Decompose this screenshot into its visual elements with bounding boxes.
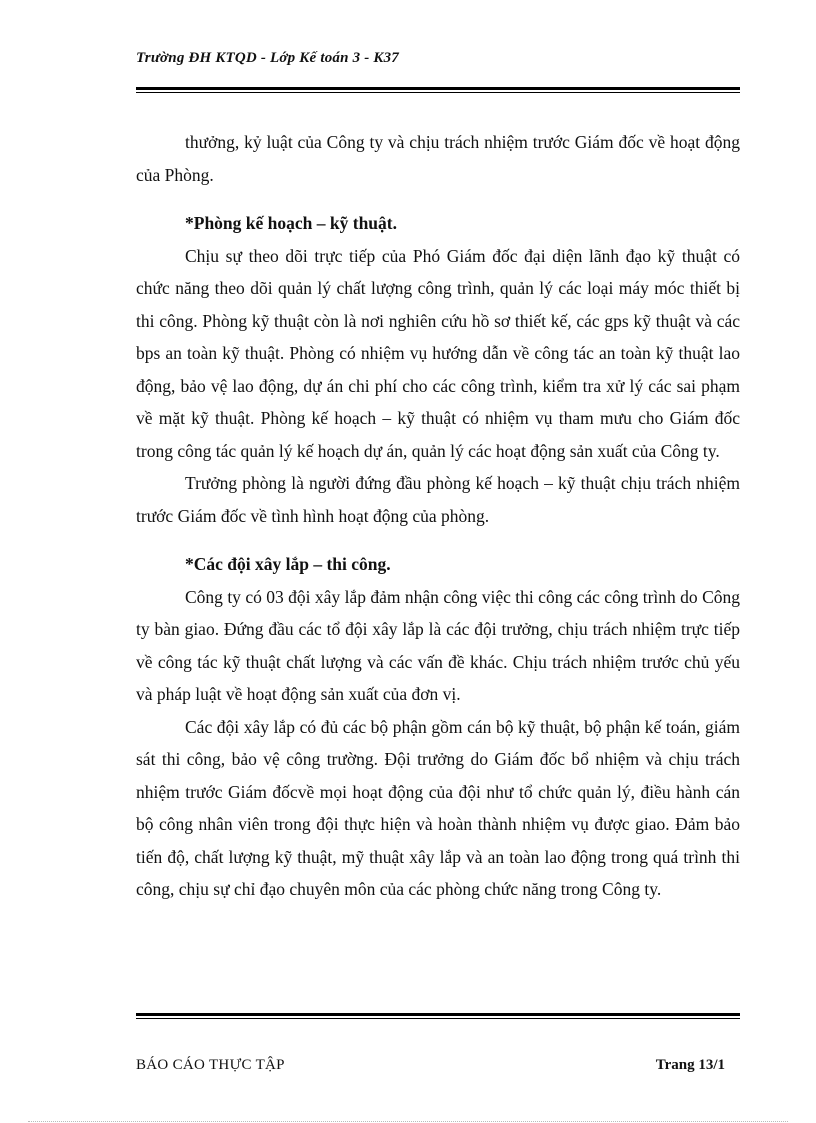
footer-report-label: BÁO CÁO THỰC TẬP <box>136 1057 285 1073</box>
page-edge-dotted-line <box>28 1121 788 1122</box>
page-number: Trang 13/1 <box>655 1057 725 1073</box>
header-rule <box>136 87 740 93</box>
paragraph-5: Các đội xây lắp có đủ các bộ phận gồm cán bộ kỹ thuật, bộ phận kế toán, giám sát thi công, bảo vệ công trường. Đội trưởng do Giám đốc bổ nhiệm và chịu trách nhiệm trước Giám đốcvề mọi hoạt động của đội như tổ chức quản lý, điều hành cán bộ công nhân viên trong đội thực hiện và hoàn thành nhiệm vụ được giao. Đảm bảo tiến độ, chất lượng kỹ thuật, mỹ thuật xây lắp và an toàn lao động trong quá trình thi công, chịu sự chỉ đạo chuyên môn của các phòng chức năng trong Công ty. <box>136 716 740 899</box>
page-header-title: Trường ĐH KTQD - Lớp Kế toán 3 - K37 <box>136 50 399 66</box>
paragraph-2: Chịu sự theo dõi trực tiếp của Phó Giám đốc đại diện lãnh đạo kỹ thuật có chức năng theo dõi quản lý chất lượng công trình, quản lý các loại máy móc thiết bị thi công. Phòng kỹ thuật còn là nơi nghiên cứu hồ sơ thiết kế, các gps kỹ thuật và các bps an toàn kỹ thuật. Phòng có nhiệm vụ hướng dẫn về công tác an toàn kỹ thuật lao động, bảo vệ lao động, dự án chi phí cho các công trình, kiểm tra xử lý các sai phạm về mặt kỹ thuật. Phòng kế hoạch – kỹ thuật có nhiệm vụ tham mưu cho Giám đốc trong công tác quản lý kế hoạch dự án, quản lý các hoạt động sản xuất của Công ty. <box>136 245 740 461</box>
section-heading-ke-hoach: *Phòng kế hoạch – kỹ thuật. <box>185 213 397 233</box>
footer-rule <box>136 1013 740 1019</box>
paragraph-3: Trưởng phòng là người đứng đầu phòng kế hoạch – kỹ thuật chịu trách nhiệm trước Giám đốc về tình hình hoạt động của phòng. <box>136 473 740 526</box>
section-heading-doi-xay-lap: *Các đội xây lắp – thi công. <box>185 554 391 574</box>
document-body <box>136 126 740 906</box>
paragraph-1: thưởng, kỷ luật của Công ty và chịu trách nhiệm trước Giám đốc về hoạt động của Phòng. <box>136 132 740 185</box>
paragraph-4: Công ty có 03 đội xây lắp đảm nhận công việc thi công các công trình do Công ty bàn giao. Đứng đầu các tổ đội xây lắp là các đội trưởng, chịu trách nhiệm trực tiếp về công tác kỹ thuật chất lượng và các vấn đề khác. Chịu trách nhiệm trước chủ yếu và pháp luật về hoạt động sản xuất của đơn vị. <box>136 586 740 704</box>
